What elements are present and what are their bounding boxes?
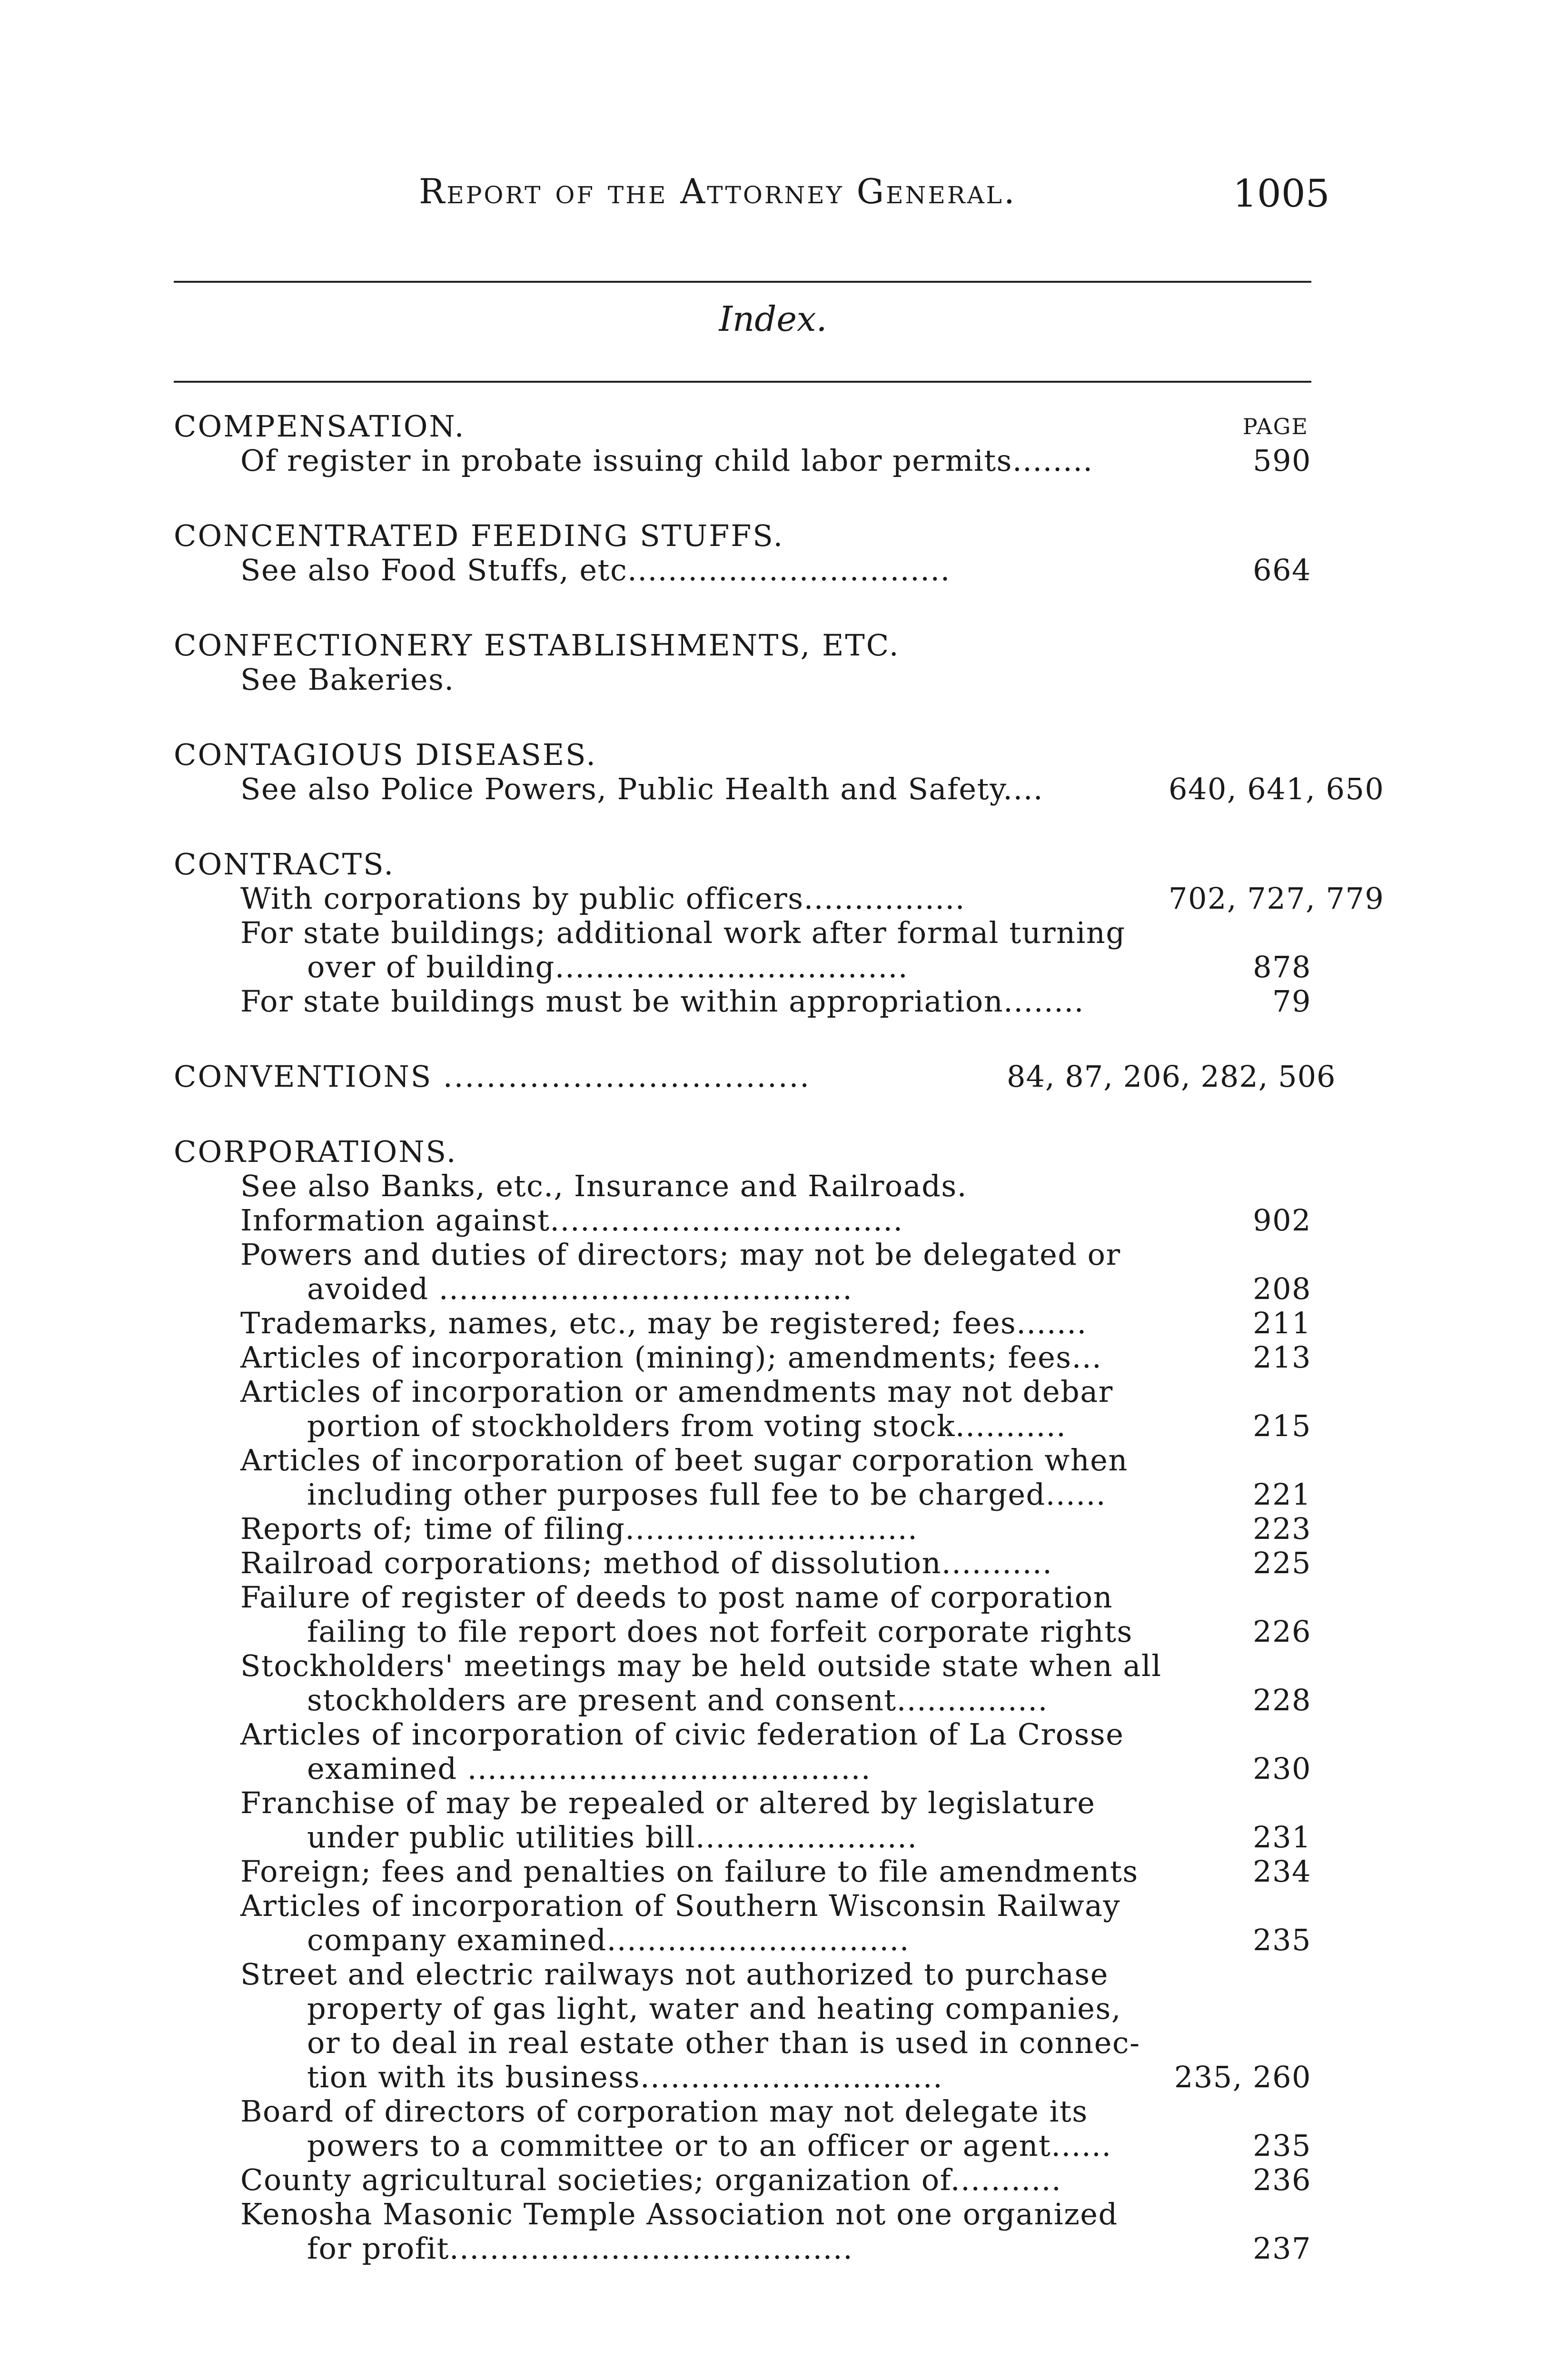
index-subentry (174, 1238, 1311, 1272)
heading-text: CONTAGIOUS DISEASES. (174, 737, 597, 772)
page-ref (1169, 1169, 1311, 1203)
index-subentry (174, 984, 1311, 1019)
subentry-text: avoided ......................................... (307, 1272, 853, 1306)
page-ref (1169, 1238, 1311, 1272)
index-heading (174, 1059, 1336, 1094)
page-ref (1169, 1889, 1311, 1923)
subentry-text: See also Food Stuffs, etc................................ (240, 553, 951, 587)
index-subentry (174, 1443, 1311, 1478)
index-subentry (174, 1752, 1311, 1786)
index-entry (174, 1059, 1336, 1094)
index-subentry (174, 1546, 1311, 1580)
page-ref: 221 (1253, 1477, 1311, 1512)
index-label: Index. (719, 299, 827, 339)
index-subentry (174, 916, 1311, 950)
index-subentry (174, 1478, 1311, 1512)
subentry-text: With corporations by public officers................ (240, 882, 965, 916)
subentry-text: Stockholders' meetings may be held outside state when all (240, 1649, 1162, 1683)
subentry-text: tion with its business.............................. (307, 2060, 943, 2094)
page-ref: 228 (1253, 1683, 1311, 1717)
subentry-text: Board of directors of corporation may not delegate its (240, 2094, 1088, 2129)
page-ref: 236 (1253, 2162, 1311, 2197)
page-ref (1169, 1957, 1311, 1992)
page-ref (1169, 2197, 1311, 2231)
index-subentry (174, 2231, 1311, 2266)
index-subentry (174, 2060, 1311, 2094)
page-ref: 640, 641, 650 (1169, 772, 1385, 806)
index-subentry (174, 1340, 1311, 1375)
page-ref: 84, 87, 206, 282, 506 (1007, 1059, 1336, 1094)
subentry-text: Reports of; time of filing............................. (240, 1512, 918, 1546)
index-subentry (174, 2163, 1311, 2197)
page-ref: 211 (1253, 1306, 1311, 1340)
page-ref (1169, 2026, 1311, 2060)
index-heading (174, 409, 1311, 444)
subentry-text: company examined.............................. (307, 1923, 910, 1957)
index-subentry (174, 663, 1311, 697)
heading-text: CORPORATIONS. (174, 1134, 457, 1169)
page-ref: 902 (1253, 1203, 1311, 1238)
page-ref: 237 (1253, 2231, 1311, 2266)
top-rule (174, 281, 1311, 283)
index-subentry (174, 1649, 1311, 1683)
subentry-text: stockholders are present and consent............... (307, 1683, 1048, 1717)
index-subentry (174, 1512, 1311, 1546)
page-ref (1169, 2094, 1311, 2129)
index-subentry (174, 1923, 1311, 1957)
page-ref (1169, 1443, 1311, 1478)
page-ref: 79 (1272, 984, 1311, 1019)
page-ref: 878 (1253, 950, 1311, 984)
index-subentry (174, 1272, 1311, 1306)
subentry-text: Street and electric railways not authorized to purchase (240, 1957, 1109, 1992)
index-subentry (174, 1786, 1311, 1820)
page-ref: 234 (1253, 1854, 1311, 1889)
subentry-text: See also Banks, etc., Insurance and Railroads. (240, 1169, 967, 1203)
subentry-text: Articles of incorporation of civic federation of La Crosse (240, 1717, 1124, 1752)
page-ref: 702, 727, 779 (1169, 881, 1385, 916)
page-ref (1169, 916, 1311, 950)
index-subentry (174, 1306, 1311, 1340)
index-subentry (174, 772, 1385, 806)
index-subentry (174, 1169, 1311, 1203)
index-entries (174, 409, 1385, 2307)
page-ref: 215 (1253, 1408, 1311, 1443)
index-heading (174, 847, 1311, 882)
index-subentry (174, 1409, 1311, 1443)
index-subentry (174, 1375, 1311, 1409)
page-ref (1169, 1992, 1311, 2026)
subentry-text: including other purposes full fee to be charged...... (307, 1478, 1106, 1512)
index-subentry (174, 553, 1311, 587)
page-ref (1169, 1717, 1311, 1752)
index-entry (174, 737, 1385, 806)
index-subentry (174, 1683, 1311, 1717)
subentry-text: powers to a committee or to an officer or agent...... (307, 2129, 1112, 2163)
subentry-text: Articles of incorporation of Southern Wisconsin Railway (240, 1889, 1121, 1923)
subentry-text: property of gas light, water and heating companies, (307, 1992, 1121, 2026)
subentry-text: See also Police Powers, Public Health and Safety.... (240, 772, 1044, 806)
page-ref (1169, 1649, 1311, 1683)
index-heading (174, 738, 1311, 772)
index-subentry (174, 1717, 1311, 1752)
page-column-label: PAGE (1242, 414, 1308, 439)
subentry-text: Trademarks, names, etc., may be registered; fees....... (240, 1306, 1087, 1340)
subentry-text: Articles of incorporation of beet sugar corporation when (240, 1443, 1128, 1478)
index-subentry (174, 1992, 1311, 2026)
heading-text: CONCENTRATED FEEDING STUFFS. (174, 518, 784, 553)
page-ref: 235 (1253, 2128, 1311, 2163)
index-subentry (174, 2197, 1311, 2231)
subentry-text: for profit........................................ (307, 2231, 853, 2266)
index-heading (174, 519, 1311, 553)
subentry-text: Articles of incorporation or amendments may not debar (240, 1375, 1113, 1409)
page-ref: 230 (1253, 1751, 1311, 1786)
index-subentry (174, 1820, 1311, 1854)
page-ref: 208 (1253, 1271, 1311, 1306)
subentry-text: under public utilities bill...................... (307, 1820, 918, 1854)
page-ref (1169, 1786, 1311, 1820)
index-rule (174, 381, 1311, 383)
running-head: Report of the Attorney General. (419, 171, 1017, 211)
page-ref: 590 (1253, 443, 1311, 478)
index-subentry (174, 2094, 1311, 2129)
index-subentry (174, 1580, 1311, 1615)
subentry-text: Foreign; fees and penalties on failure to file amendments (240, 1854, 1139, 1889)
heading-text: CONTRACTS. (174, 847, 395, 882)
index-entry (174, 1135, 1311, 2266)
page-ref: 213 (1253, 1340, 1311, 1375)
subentry-text: portion of stockholders from voting stock........... (307, 1409, 1067, 1443)
index-entry (174, 519, 1311, 587)
subentry-text: Failure of register of deeds to post name of corporation (240, 1580, 1113, 1615)
index-subentry (174, 1203, 1311, 1238)
page-ref (1169, 1375, 1311, 1409)
subentry-text: Powers and duties of directors; may not be delegated or (240, 1238, 1121, 1272)
heading-text: COMPENSATION. (174, 409, 466, 444)
page-number: 1005 (1233, 171, 1330, 216)
subentry-text: For state buildings; additional work after formal turning (240, 916, 1126, 950)
subentry-text: For state buildings must be within appropriation........ (240, 984, 1084, 1019)
heading-text: CONVENTIONS .................................. (174, 1060, 811, 1094)
index-entry (174, 847, 1385, 1019)
heading-text: CONFECTIONERY ESTABLISHMENTS, ETC. (174, 628, 900, 663)
page-ref: 226 (1253, 1614, 1311, 1649)
index-subentry (174, 2026, 1311, 2060)
subentry-text: or to deal in real estate other than is used in connec- (307, 2026, 1140, 2060)
subentry-text: Information against................................... (240, 1203, 903, 1238)
subentry-text: examined ........................................ (307, 1752, 872, 1786)
subentry-text: over of building................................... (307, 950, 909, 984)
page-ref (1169, 663, 1311, 697)
page-ref (1169, 1580, 1311, 1615)
subentry-text: Franchise of may be repealed or altered by legislature (240, 1786, 1096, 1820)
index-heading (174, 1135, 1311, 1169)
subentry-text: See Bakeries. (240, 663, 455, 697)
index-heading (174, 628, 1311, 663)
index-subentry (174, 2129, 1311, 2163)
index-entry (174, 628, 1311, 697)
index-subentry (174, 1854, 1311, 1889)
page-ref: 235, 260 (1174, 2060, 1311, 2094)
subentry-text: failing to file report does not forfeit corporate rights (307, 1615, 1133, 1649)
index-subentry (174, 881, 1385, 916)
subentry-text: County agricultural societies; organization of........... (240, 2163, 1062, 2197)
index-subentry (174, 950, 1311, 984)
page-ref: 235 (1253, 1923, 1311, 1957)
index-entry (174, 409, 1311, 478)
subentry-text: Articles of incorporation (mining); amendments; fees... (240, 1340, 1102, 1375)
index-subentry (174, 444, 1311, 478)
subentry-text: Railroad corporations; method of dissolution........... (240, 1546, 1053, 1580)
page-ref: 664 (1253, 553, 1311, 587)
index-subentry (174, 1957, 1311, 1992)
page-ref: 223 (1253, 1511, 1311, 1546)
index-subentry (174, 1615, 1311, 1649)
page-ref: 231 (1253, 1820, 1311, 1854)
subentry-text: Of register in probate issuing child labor permits........ (240, 444, 1093, 478)
subentry-text: Kenosha Masonic Temple Association not one organized (240, 2197, 1118, 2231)
page-ref: 225 (1253, 1546, 1311, 1580)
index-subentry (174, 1889, 1311, 1923)
